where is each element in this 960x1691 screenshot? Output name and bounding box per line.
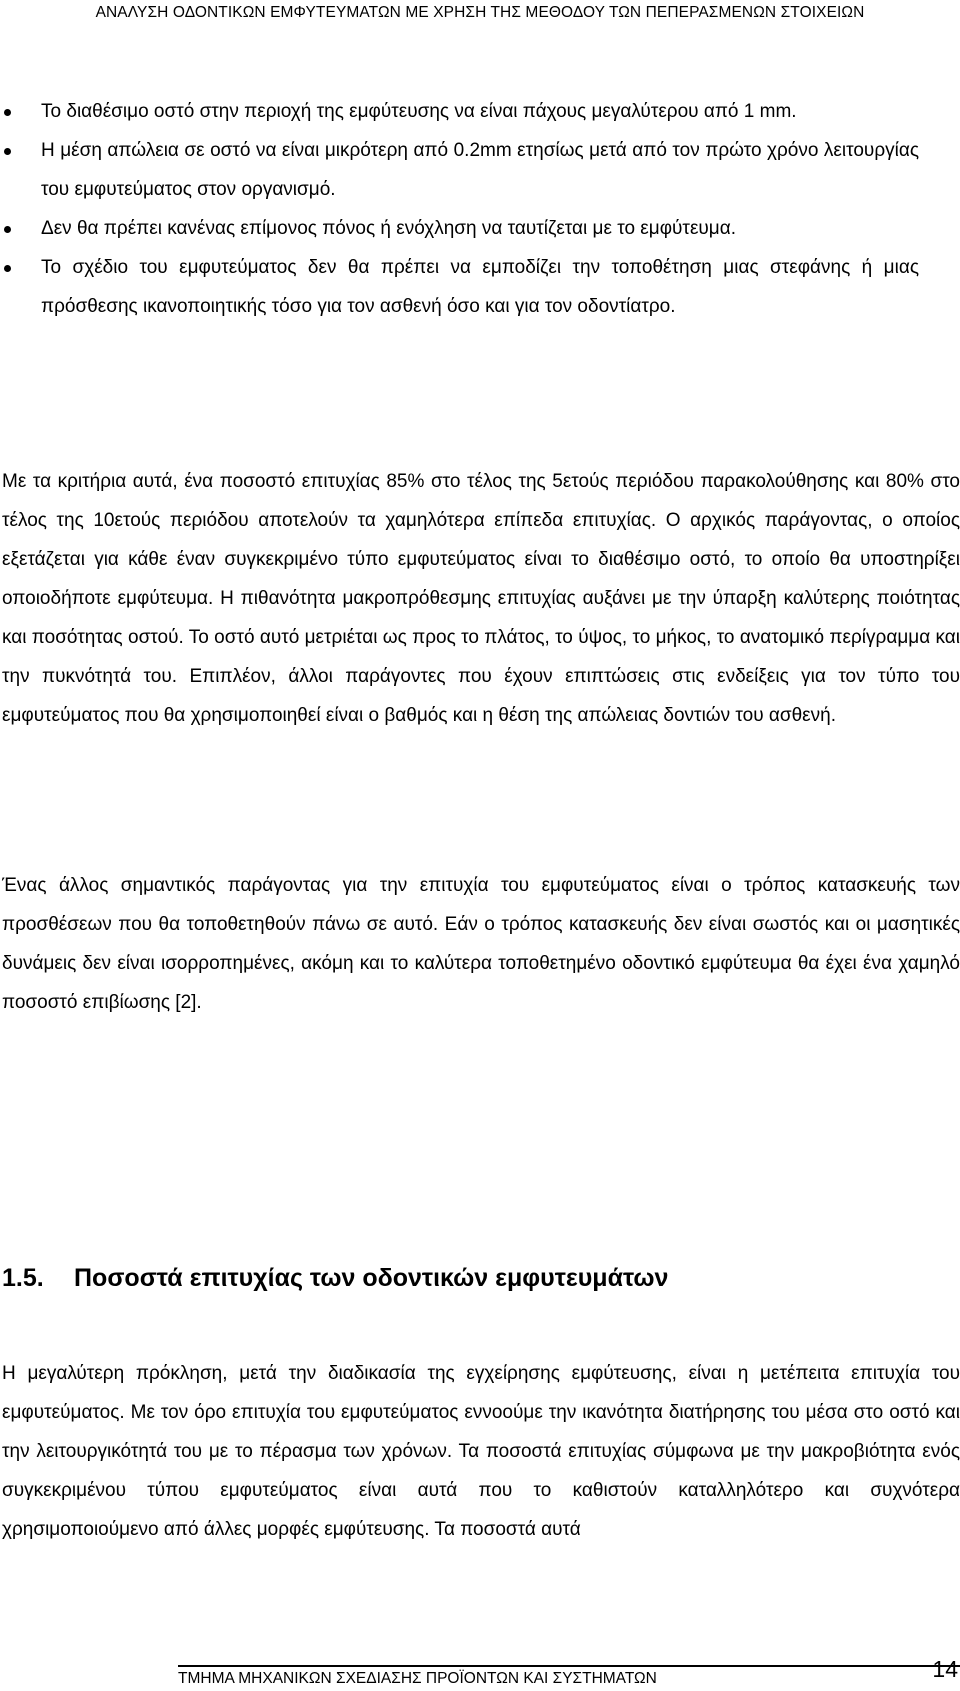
list-item [0, 131, 919, 209]
list-item [0, 209, 919, 248]
paragraph-success-rates: Η μεγαλύτερη πρόκληση, μετά την διαδικασία της εγχείρησης εμφύτευσης, είναι η μετέπειτα επιτυχία του εμφυτεύματος. Με τον όρο επιτυχία του εμφυτεύματος εννοούμε την ικανότητα διατήρησης του μέσα στο οστό και την λειτουργικότητά του με το πέρασμα των χρόνων. Τα ποσοστά επιτυχίας σύμφωνα με την μακροβιότητα ενός συγκεκριμένου τύπου εμφυτεύματος είναι αυτά που το καθιστούν καταλληλότερο και συχνότερα χρησιμοποιούμενο από άλλες μορφές εμφύτευσης. Τα ποσοστά αυτά [2, 1363, 960, 1540]
criteria-list [0, 92, 960, 326]
paragraph-criteria: Με τα κριτήρια αυτά, ένα ποσοστό επιτυχίας 85% στο τέλος της 5ετούς περιόδου παρακολούθησης και 80% στο τέλος της 10ετούς περιόδου αποτελούν τα χαμηλότερα επίπεδα επιτυχίας. Ο αρχικός παράγοντας, ο οποίος εξετάζεται για κάθε έναν συγκεκριμένο τύπο εμφυτεύματος είναι το διαθέσιμο οστό, το οποίο θα υποστηρίξει οποιοδήποτε εμφύτευμα. Η πιθανότητα μακροπρόθεσμης επιτυχίας αυξάνει με την ύπαρξη καλύτερης ποιότητας και ποσότητας οστού. Το οστό αυτό μετριέται ως προς το πλάτος, το ύψος, το μήκος, το ανατομικό περίγραμμα και την πυκνότητά του. Επιπλέον, άλλοι παράγοντες που έχουν επιπτώσεις στις ενδείξεις για τον τύπο του εμφυτεύματος που θα χρησιμοποιηθεί είναι ο βαθμός και η θέση της απώλειας δοντιών του ασθενή. [2, 471, 960, 726]
page-number: 14 [932, 1656, 958, 1682]
list-item [0, 92, 919, 131]
list-item-text: Η μέση απώλεια σε οστό να είναι μικρότερη από 0.2mm ετησίως μετά από τον πρώτο χρόνο λειτουργίας του εμφυτεύματος στον οργανισμό. [41, 140, 919, 200]
bullet-icon [4, 109, 11, 116]
list-item [0, 248, 919, 326]
bullet-icon [4, 226, 11, 233]
footer-divider [178, 1665, 960, 1667]
section-number: 1.5. [2, 1264, 44, 1292]
list-item-text: Το σχέδιο του εμφυτεύματος δεν θα πρέπει να εμποδίζει την τοποθέτηση μιας στεφάνης ή μιας πρόσθεσης ικανοποιητικής τόσο για τον ασθενή όσο και για τον οδοντίατρο. [41, 257, 919, 317]
list-item-text: Δεν θα πρέπει κανένας επίμονος πόνος ή ενόχληση να ταυτίζεται με το εμφύτευμα. [41, 218, 737, 239]
running-header: ΑΝΑΛΥΣΗ ΟΔΟΝΤΙΚΩΝ ΕΜΦΥΤΕΥΜΑΤΩΝ ΜΕ ΧΡΗΣΗ ΤΗΣ ΜΕΘΟΔΟΥ ΤΩΝ ΠΕΠΕΡΑΣΜΕΝΩΝ ΣΤΟΙΧΕΙΩΝ [95, 4, 865, 21]
paragraph-prosthesis: Ένας άλλος σημαντικός παράγοντας για την επιτυχία του εμφυτεύματος είναι ο τρόπος κατασκευής των προσθέσεων που θα τοποθετηθούν πάνω σε αυτό. Εάν ο τρόπος κατασκευής δεν είναι σωστός και οι μασητικές δυνάμεις δεν είναι ισορροπημένες, ακόμη και το καλύτερα τοποθετημένο οδοντικό εμφύτευμα θα έχει ένα χαμηλό ποσοστό επιβίωσης [2]. [2, 875, 960, 1013]
footer-department: ΤΜΗΜΑ ΜΗΧΑΝΙΚΩΝ ΣΧΕΔΙΑΣΗΣ ΠΡΟΪΟΝΤΩΝ ΚΑΙ ΣΥΣΤΗΜΑΤΩΝ [178, 1670, 657, 1687]
bullet-icon [4, 265, 11, 272]
list-item-text: Το διαθέσιμο οστό στην περιοχή της εμφύτευσης να είναι πάχους μεγαλύτερου από 1 mm. [41, 101, 797, 122]
bullet-icon [4, 148, 11, 155]
section-title-text: Ποσοστά επιτυχίας των οδοντικών εμφυτευμάτων [74, 1264, 669, 1292]
section-heading [2, 1264, 668, 1293]
